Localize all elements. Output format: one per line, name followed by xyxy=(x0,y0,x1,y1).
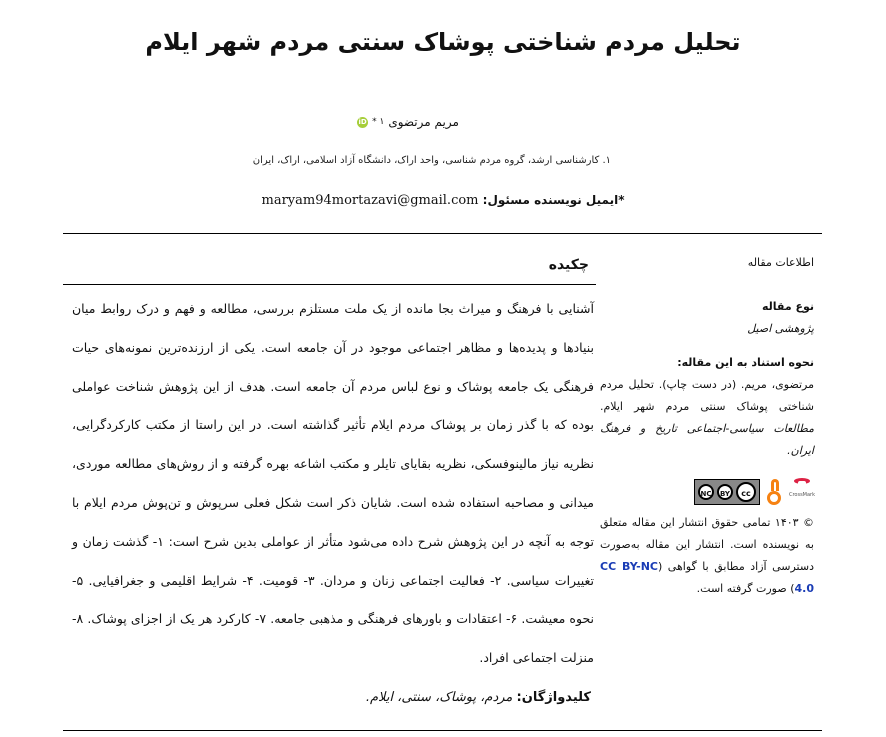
article-type-value: پژوهشی اصیل xyxy=(747,322,814,335)
orcid-icon[interactable]: iD xyxy=(358,117,367,126)
email-label: *ایمیل نویسنده مسئول: xyxy=(482,193,625,207)
citation-text: مرتضوی، مریم. (در دست چاپ). تحلیل مردم شناختی پوشاک سنتی مردم شهر ایلام. xyxy=(600,378,814,413)
keywords-line xyxy=(366,690,591,705)
article-info-title: اطلاعات مقاله xyxy=(747,256,814,269)
author-marks: ۱ * xyxy=(372,117,385,127)
abstract-text: آشنایی با فرهنگ و میراث بجا مانده از یک ملت مستلزم بررسی، مطالعه و فهم و درک روابط میان بنیادها و پدیده‌ها و مظاهر اجتماعی موجود در آن جامعه است. یکی از ارزنده‌ترین نمونه‌های حیات فرهنگی یک جامعه پوشاک و نوع لباس مردم آن جامعه است. هدف از این پژوهش شناخت عواملی بوده که با گذر زمان بر پوشاک مردم ایلام تأثیر گذاشته است. در این راستا از مکتب کارکردگرایی، نظریه نیاز مالینوفسکی، نظریه بقایای تایلر و مکتب اشاعه بهره گرفته و از روش‌های مطالعه موردی، میدانی و مصاحبه استفاده شده است. شایان ذکر است شکل فعلی سرپوش و تن‌پوش مردم ایلام با توجه به آنچه در این پژوهش شرح داده می‌شود متأثر از عواملی بدین شرح است: ۱- گذشت زمان و تغییرات سیاسی. ۲- فعالیت اجتماعی زنان و مردان. ۳- قومیت. ۴- شرایط اقلیمی و جغرافیایی. ۵- نحوه معیشت. ۶- اعتقادات و باورهای فرهنگی و مذهبی جامعه. ۷- کارکرد هر یک از اجزای پوشاک. ۸- منزلت اجتماعی افراد. xyxy=(72,301,595,666)
corresponding-email xyxy=(0,193,886,208)
author-name: مریم مرتضوی xyxy=(388,115,459,129)
email-address[interactable]: maryam94mortazavi@gmail.com xyxy=(261,193,479,208)
cc-by-nc-badge-icon[interactable] xyxy=(694,479,760,505)
nc-icon: NC xyxy=(698,484,714,500)
citation-block xyxy=(600,374,814,462)
author-affiliation: ۱. کارشناسی ارشد، گروه مردم شناسی، واحد اراک، دانشگاه آزاد اسلامی، اراک، ایران xyxy=(252,155,611,166)
license-logos xyxy=(600,478,814,506)
copyright-notice xyxy=(600,512,814,600)
crossmark-icon[interactable]: CrossMark xyxy=(790,478,814,506)
open-access-icon xyxy=(765,479,785,505)
bottom-divider xyxy=(63,730,822,731)
citation-label: نحوه استناد به این مقاله: xyxy=(677,356,814,369)
abstract-divider xyxy=(63,284,596,285)
cc-icon: cc xyxy=(736,482,756,502)
copyright-tail: ) صورت گرفته است. xyxy=(696,582,795,595)
keywords-values: مردم، پوشاک، سنتی، ایلام. xyxy=(365,690,513,705)
top-divider xyxy=(63,233,822,234)
abstract-heading: چکیده xyxy=(548,257,589,273)
article-title: تحلیل مردم شناختی پوشاک سنتی مردم شهر ایلام xyxy=(145,28,741,56)
copyright-text: © ۱۴۰۳ تمامی حقوق انتشار این مقاله متعلق به نویسنده است. انتشار این مقاله به‌صورت دسترسی آزاد مطابق با گواهی ( xyxy=(600,516,814,573)
article-type-label: نوع مقاله xyxy=(761,300,814,313)
author-line xyxy=(0,115,886,129)
license-link[interactable]: CC BY-NC 4.0 xyxy=(600,560,814,595)
article-info-sidebar xyxy=(600,252,814,600)
abstract-body xyxy=(72,290,594,678)
keywords-label: کلیدواژگان: xyxy=(516,690,591,705)
by-icon: BY xyxy=(717,484,733,500)
citation-journal: مطالعات سیاسی-اجتماعی تاریخ و فرهنگ ایران. xyxy=(600,422,814,457)
